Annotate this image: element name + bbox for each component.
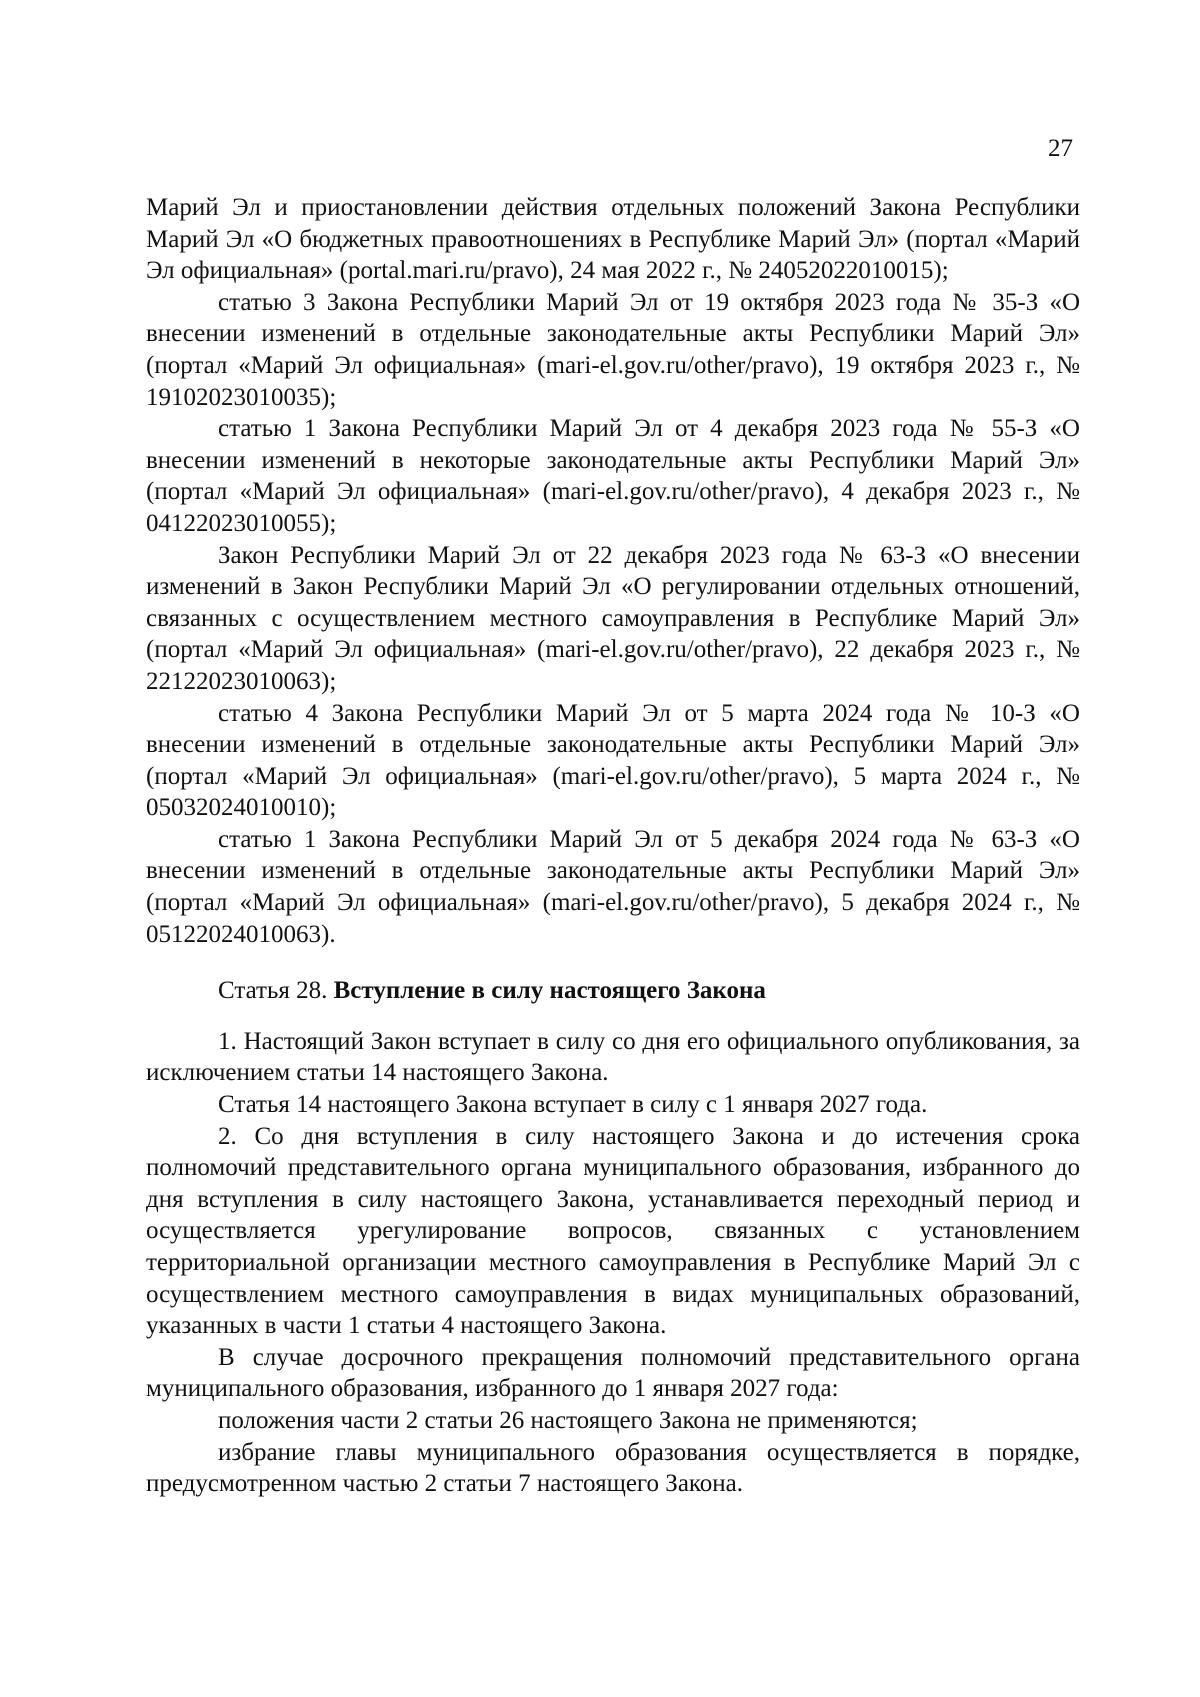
paragraph: 1. Настоящий Закон вступает в силу со дня его официального опубликования, за исключением статьи 14 настоящего Закона. xyxy=(146,1027,1080,1087)
paragraph: Закон Республики Марий Эл от 22 декабря 2023 года № 63-З «О внесении изменений в Закон Республики Марий Эл «О регулировании отдельных отношений, связанных с осуществлением местного самоуправления в Республике Марий Эл» (портал «Марий Эл официальная» (mari-el.gov.ru/other/pravo), 22 декабря 2023 г., № 22122023010063); xyxy=(146,541,1080,695)
paragraph: статью 1 Закона Республики Марий Эл от 5 декабря 2024 года № 63-З «О внесении изменений в отдельные законодательные акты Республики Марий Эл» (портал «Марий Эл официальная» (mari-el.gov.ru/other/pravo), 5 декабря 2024 г., № 05122024010063). xyxy=(146,825,1080,948)
article-label: Статья 28. xyxy=(218,977,328,1005)
paragraph: статью 4 Закона Республики Марий Эл от 5 марта 2024 года № 10-З «О внесении изменений в отдельные законодательные акты Республики Марий Эл» (портал «Марий Эл официальная» (mari-el.gov.ru/other/pravo), 5 марта 2024 г., № 05032024010010); xyxy=(146,699,1080,822)
paragraph: В случае досрочного прекращения полномочий представительного органа муниципального образования, избранного до 1 января 2027 года: xyxy=(146,1343,1080,1403)
document-body xyxy=(146,192,1080,1500)
page-number: 27 xyxy=(1048,135,1073,162)
paragraph: 2. Со дня вступления в силу настоящего Закона и до истечения срока полномочий представительного органа муниципального образования, избранного до дня вступления в силу настоящего Закона, устанавливается переходный период и осуществляется урегулирование вопросов, связанных с установлением территориальной организации местного самоуправления в Республике Марий Эл с осуществлением местного самоуправления в видах муниципальных образований, указанных в части 1 статьи 4 настоящего Закона. xyxy=(146,1122,1080,1340)
paragraph: статью 3 Закона Республики Марий Эл от 19 октября 2023 года № 35-З «О внесении изменений в отдельные законодательные акты Республики Марий Эл» (портал «Марий Эл официальная» (mari-el.gov.ru/other/pravo), 19 октября 2023 г., № 19102023010035); xyxy=(146,288,1080,411)
paragraph: Статья 14 настоящего Закона вступает в силу с 1 января 2027 года. xyxy=(218,1091,928,1119)
article-title: Вступление в силу настоящего Закона xyxy=(333,977,766,1005)
paragraph: избрание главы муниципального образования осуществляется в порядке, предусмотренном частью 2 статьи 7 настоящего Закона. xyxy=(146,1438,1080,1498)
paragraph: Марий Эл и приостановлении действия отдельных положений Закона Республики Марий Эл «О бюджетных правоотношениях в Республике Марий Эл» (портал «Марий Эл официальная» (portal.mari.ru/pravo), 24 мая 2022 г., № 24052022010015); xyxy=(146,194,1080,285)
paragraph: статью 1 Закона Республики Марий Эл от 4 декабря 2023 года № 55-З «О внесении изменений в некоторые законодательные акты Республики Марий Эл» (портал «Марий Эл официальная» (mari-el.gov.ru/other/pravo), 4 декабря 2023 г., № 04122023010055); xyxy=(146,415,1080,537)
article-heading xyxy=(146,975,1080,1007)
paragraph: положения части 2 статьи 26 настоящего Закона не применяются; xyxy=(218,1406,918,1434)
